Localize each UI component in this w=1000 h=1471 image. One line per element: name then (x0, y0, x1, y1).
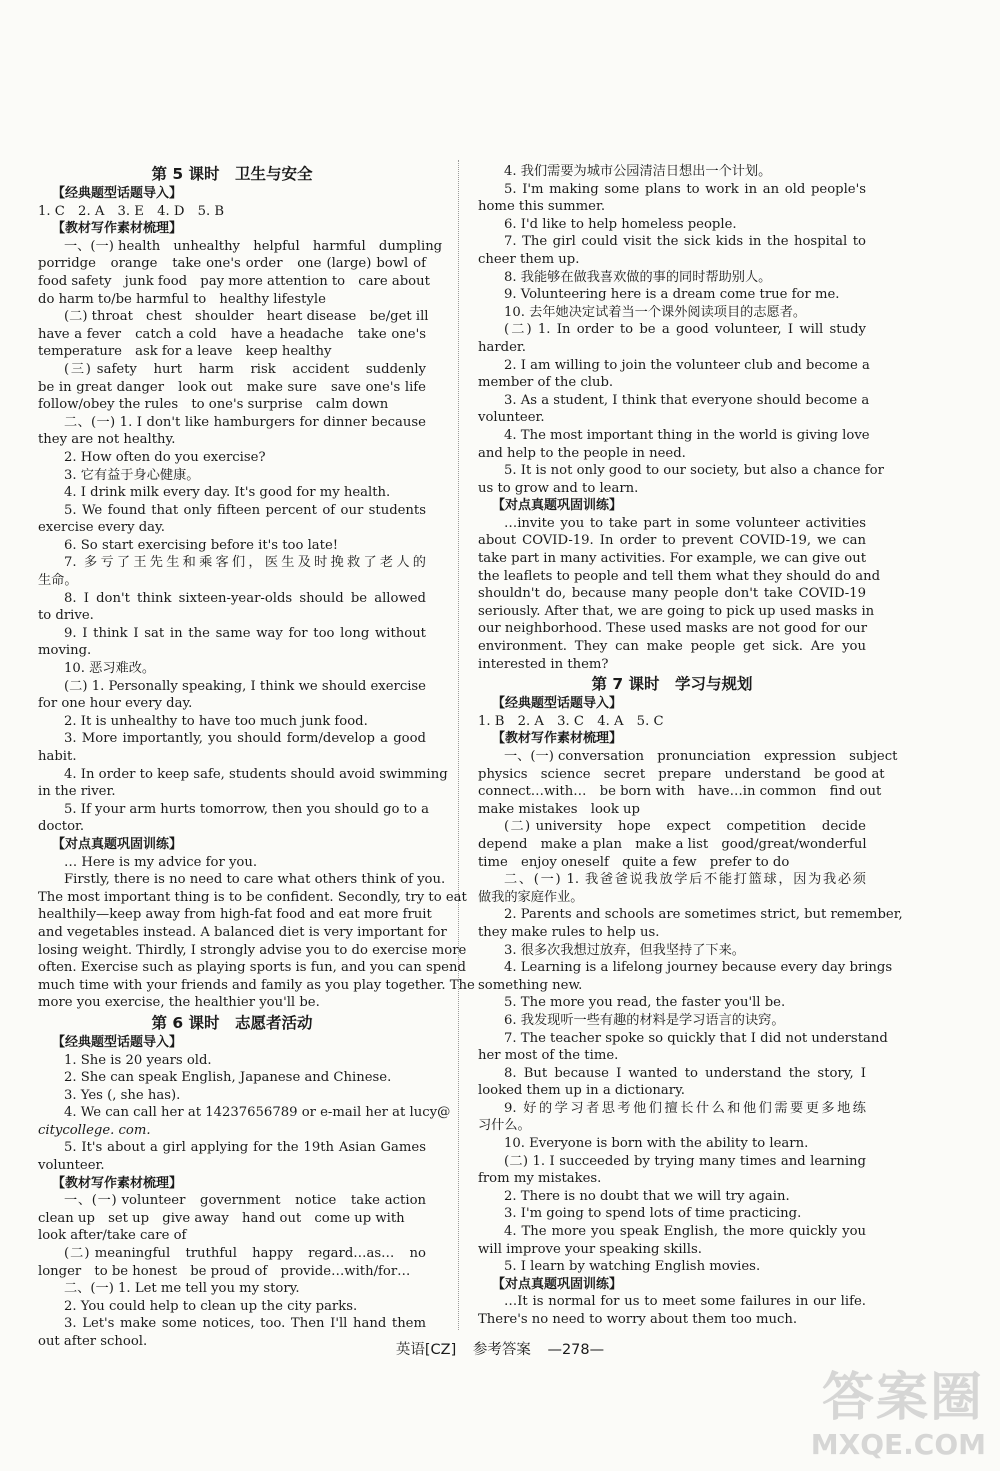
text-line: 1. B 2. A 3. C 4. A 5. C (478, 713, 664, 729)
text-line: out after school. (38, 1334, 148, 1349)
text-line: our neighborhood. These used masks are not good for our (478, 621, 867, 637)
text-line: There's no need to worry about them too much. (478, 1312, 798, 1327)
text-line: 5. I'm making some plans to work in an old people's (504, 181, 866, 197)
text-line: The most important thing is to be confident. Secondly, try to eat (38, 889, 467, 905)
watermark-logo (775, 1347, 990, 1467)
text-line: 6. 我发现听一些有趣的材料是学习语言的诀窍。 (504, 1012, 785, 1028)
text-line: interested in them? (478, 656, 609, 672)
text-line: more you exercise, the healthier you'll be. (38, 995, 320, 1011)
text-line: her most of the time. (478, 1048, 619, 1064)
section-heading: 【对点真题巩固训练】 (52, 836, 183, 852)
text-line: 3. 它有益于身心健康。 (64, 467, 200, 483)
text-line: 7. 多亏了王先生和乘客们，医生及时挽救了老人的 (64, 555, 426, 571)
text-line: for one hour every day. (38, 696, 193, 712)
text-line: 一、(一) volunteer government notice take action (64, 1193, 426, 1209)
text-line: moving. (38, 643, 92, 659)
watermark-url: MXQE.COM (810, 1428, 986, 1461)
text-line: 4. In order to keep safe, students should avoid swimming (64, 766, 448, 782)
text-line: much time with your friends and family as you play together. The (38, 977, 475, 993)
right-column (478, 163, 903, 1329)
text-line: home this summer. (478, 199, 606, 215)
text-line: will improve your speaking skills. (478, 1241, 702, 1257)
text-line: 二、(一) 1. 我爸爸说我放学后不能打篮球，因为我必须 (504, 872, 866, 888)
text-line: take part in many activities. For example, we can give out (478, 551, 866, 567)
text-line: losing weight. Thirdly, I strongly advise you to do exercise more (38, 942, 467, 958)
text-line: 5. It's about a girl applying for the 19th Asian Games (64, 1140, 426, 1156)
footer-subject: 英语[CZ] (395, 1342, 457, 1358)
text-line: clean up set up give away hand out come up with (38, 1210, 405, 1226)
text-line: 8. 我能够在做我喜欢做的事的同时帮助别人。 (504, 269, 772, 285)
watermark-logo-text: 答案圈 (821, 1368, 984, 1428)
text-line: 3. Yes (, she has). (64, 1087, 181, 1103)
text-line: depend make a plan make a list good/great/wonderful (478, 836, 867, 852)
text-line: … Here is my advice for you. (64, 854, 258, 870)
text-line: 9. I think I sat in the same way for too long without (64, 625, 426, 641)
text-line: 6. So start exercising before it's too late! (64, 537, 339, 553)
text-line: us to grow and to learn. (478, 480, 639, 496)
text-line: 2. It is unhealthy to have too much junk food. (64, 713, 368, 729)
text-line: doctor. (38, 819, 85, 835)
text-line: make mistakes look up (478, 801, 640, 817)
text-line: 3. 很多次我想过放弃，但我坚持了下来。 (504, 942, 745, 958)
text-line: exercise every day. (38, 520, 165, 536)
text-line: be in great danger look out make sure save one's life (38, 379, 426, 395)
text-line: often. Exercise such as playing sports is fun, and you can spend (38, 960, 466, 976)
text-line: 7. The teacher spoke so quickly that I did not understand (504, 1030, 888, 1046)
text-line: 二、(一) 1. Let me tell you my story. (64, 1281, 300, 1297)
text-line: Firstly, there is no need to care what others think of you. (64, 872, 446, 888)
text-line: 10. 去年她决定试着当一个课外阅读项目的志愿者。 (504, 304, 807, 320)
text-line: they make rules to help us. (478, 924, 660, 940)
text-line: 3. I'm going to spend lots of time practicing. (504, 1206, 802, 1222)
text-line: 2. She can speak English, Japanese and Chinese. (64, 1070, 392, 1086)
text-line: look after/take care of (38, 1228, 187, 1244)
text-line: food safety junk food pay more attention to care about (38, 273, 430, 289)
text-line: 习什么。 (478, 1118, 531, 1134)
text-line: 2. How often do you exercise? (64, 449, 266, 465)
text-line: (三) safety hurt harm risk accident suddenly (64, 361, 426, 377)
text-line: member of the club. (478, 375, 614, 391)
text-line: 一、(一) health unhealthy helpful harmful dumpling (64, 238, 443, 254)
text-line: (二) university hope expect competition decide (504, 819, 866, 835)
text-line: 3. Let's make some notices, too. Then I'll hand them (64, 1316, 426, 1332)
text-line: environment. They can make people get sick. Are you (478, 639, 866, 655)
text-line: (二) 1. I succeeded by trying many times and learning (504, 1153, 866, 1169)
text-line: 8. But because I wanted to understand the story, I (504, 1065, 866, 1081)
text-line: cheer them up. (478, 251, 580, 267)
text-line: time enjoy oneself quite a few prefer to do (478, 854, 790, 870)
lesson-title: 第 6 课时 志愿者活动 (151, 1013, 313, 1032)
text-line: connect…with… be born with have…in common find out (478, 784, 882, 800)
text-line: from my mistakes. (478, 1171, 602, 1187)
section-heading: 【对点真题巩固训练】 (492, 498, 623, 514)
text-line: 5. The more you read, the faster you'll be. (504, 995, 786, 1011)
text-line: (二) meaningful truthful happy regard…as… no (64, 1246, 426, 1262)
text-line: healthily—keep away from high-fat food and eat more fruit (38, 907, 432, 923)
text-line: harder. (478, 339, 526, 355)
lesson-title: 第 7 课时 学习与规划 (591, 675, 753, 694)
text-line: looked them up in a dictionary. (478, 1083, 685, 1099)
text-line: 4. Learning is a lifelong journey because every day brings (504, 960, 893, 976)
text-line: about COVID-19. In order to prevent COVID-19, we can (478, 533, 866, 549)
text-line: porridge orange take one's order one (large) bowl of (38, 256, 426, 272)
text-line: physics science secret prepare understand be good at (478, 766, 885, 782)
text-line: do harm to/be harmful to healthy lifestyle (38, 291, 326, 307)
text-line: 3. More importantly, you should form/develop a good (64, 731, 426, 747)
text-line: 9. Volunteering here is a dream come true for me. (504, 287, 840, 303)
text-line: 1. C 2. A 3. E 4. D 5. B (38, 203, 225, 219)
text-line: (二) throat chest shoulder heart disease be/get ill (64, 309, 429, 325)
text-line: 5. If your arm hurts tomorrow, then you should go to a (64, 801, 429, 817)
text-line: 4. 我们需要为城市公园清洁日想出一个计划。 (504, 164, 772, 179)
text-line: in the river. (38, 784, 116, 800)
text-line: 2. I am willing to join the volunteer club and become a (504, 357, 870, 373)
text-line: 生命。 (38, 573, 78, 589)
text-line: 1. She is 20 years old. (64, 1052, 212, 1068)
text-line: 5. I learn by watching English movies. (504, 1259, 761, 1275)
text-line: 4. I drink milk every day. It's good for my health. (64, 485, 391, 501)
text-line: citycollege. com. (38, 1122, 151, 1138)
text-line: 6. I'd like to help homeless people. (504, 216, 737, 232)
text-line: to drive. (38, 608, 94, 624)
text-line: something new. (478, 977, 583, 993)
text-line: (二) 1. Personally speaking, I think we should exercise (64, 678, 426, 694)
text-line: 4. The more you speak English, the more quickly you (504, 1224, 866, 1240)
text-line: shouldn't do, because many people don't take COVID-19 (478, 586, 866, 602)
text-line: temperature ask for a leave keep healthy (38, 344, 332, 360)
section-heading: 【教材写作素材梳理】 (492, 731, 623, 747)
text-line: habit. (38, 749, 77, 764)
text-line: follow/obey the rules to one's surprise calm down (38, 397, 389, 413)
text-line: 2. There is no doubt that we will try again. (504, 1188, 790, 1204)
text-line: the leaflets to people and tell them what they should do and (478, 568, 881, 584)
text-line: 5. We found that only fifteen percent of our students (64, 502, 426, 518)
text-line: 7. The girl could visit the sick kids in the hospital to (504, 234, 866, 250)
lesson-title: 第 5 课时 卫生与安全 (151, 165, 313, 183)
section-heading: 【教材写作素材梳理】 (52, 1175, 183, 1191)
section-heading: 【对点真题巩固训练】 (492, 1276, 623, 1292)
text-line: 一、(一) conversation pronunciation expression subject (504, 749, 898, 764)
section-heading: 【教材写作素材梳理】 (52, 221, 183, 237)
column-divider (458, 160, 459, 1330)
text-line: and vegetables instead. A balanced diet is very important for (38, 924, 447, 940)
text-line: 4. We can call her at 14237656789 or e-mail her at lucy@ (64, 1105, 451, 1121)
text-line: 8. I don't think sixteen-year-olds should be allowed (64, 590, 426, 606)
text-line: …It is normal for us to meet some failures in our life. (504, 1294, 866, 1310)
text-line: 10. 恶习难改。 (64, 661, 156, 677)
text-line: they are not healthy. (38, 432, 176, 448)
text-line: have a fever catch a cold have a headache take one's (38, 326, 426, 342)
page-number: —278— (547, 1342, 605, 1358)
text-line: 10. Everyone is born with the ability to learn. (504, 1136, 809, 1152)
section-heading: 【经典题型话题导入】 (492, 696, 623, 712)
text-line: longer to be honest be proud of provide…with/for… (38, 1263, 411, 1279)
text-line: 二、(一) 1. I don't like hamburgers for dinner because (64, 414, 426, 430)
text-line: volunteer. (478, 410, 545, 426)
text-line: and help to the people in need. (478, 445, 686, 461)
section-heading: 【经典题型话题导入】 (52, 186, 183, 201)
text-line: 9. 好的学习者思考他们擅长什么和他们需要更多地练 (504, 1100, 866, 1116)
section-heading: 【经典题型话题导入】 (52, 1034, 183, 1050)
text-line: (二) 1. In order to be a good volunteer, I will study (504, 322, 866, 338)
footer-label: 参考答案 (472, 1342, 531, 1358)
text-line: 3. As a student, I think that everyone should become a (504, 392, 870, 408)
text-line: 2. Parents and schools are sometimes strict, but remember, (504, 907, 903, 923)
text-line: 2. You could help to clean up the city parks. (64, 1298, 358, 1314)
text-line: 5. It is not only good to our society, but also a chance for (504, 463, 884, 479)
text-line: seriously. After that, we are going to pick up used masks in (478, 603, 875, 619)
text-line: …invite you to take part in some volunteer activities (504, 515, 866, 531)
text-line: 4. The most important thing in the world is giving love (504, 427, 870, 443)
text-line: volunteer. (38, 1158, 105, 1174)
text-line: 做我的家庭作业。 (478, 889, 584, 905)
